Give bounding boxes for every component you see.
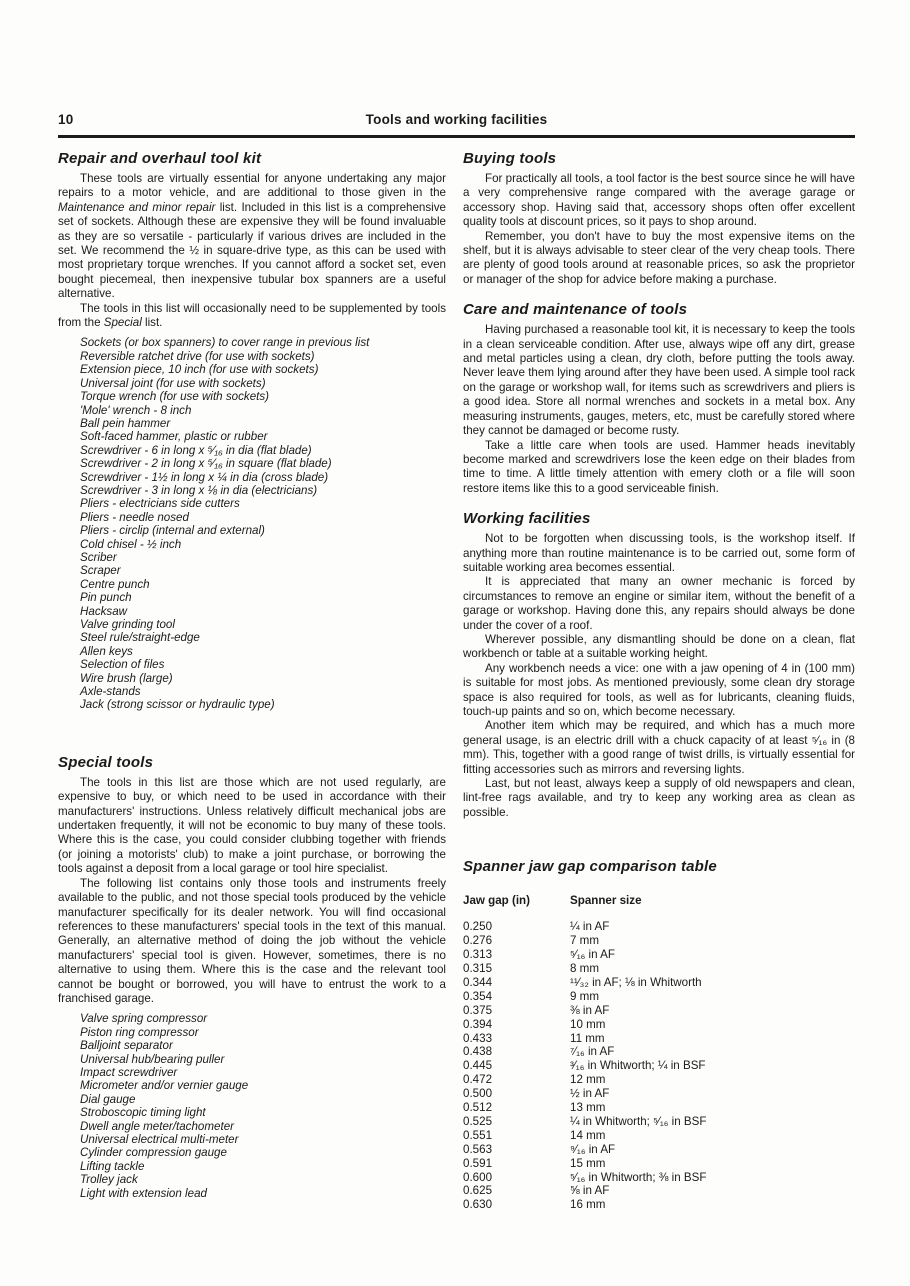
column-header-spanner-size: Spanner size [570,894,642,908]
table-row [463,1129,855,1143]
jaw-gap-value: 0.600 [463,1170,493,1184]
tool-list-item: Soft-faced hammer, plastic or rubber [80,430,268,444]
jaw-gap-value: 0.500 [463,1087,493,1101]
jaw-gap-value: 0.250 [463,920,493,934]
tool-list-item: Stroboscopic timing light [80,1106,206,1120]
two-column-body [58,150,855,1212]
special-paragraph-1: The tools in this list are those which are not used regularly, are expensive to buy, or which need to be used in accordance with their manufacturers' instructions. Unless relatively difficult mechanical jobs are undertaken frequently, it will not be economic to buy many of these tools. Where this is the case, you could consider clubbing together with friends (or joining a motorists' club) to make a joint purchase, or borrowing the tools against a deposit from a local garage or tool hire specialist. [58,775,446,876]
table-row [463,920,855,934]
tool-list-item: Trolley jack [80,1173,138,1187]
jaw-gap-value: 0.591 [463,1156,493,1170]
table-body [463,920,855,1212]
jaw-gap-value: 0.344 [463,975,493,989]
spanner-jaw-gap-table [463,892,855,1212]
buying-paragraph-1: For practically all tools, a tool factor is the best source since he will have a very comprehensive range compared with the average garage or accessory shop. Having said that, accessory shops often offer excellent quality tools at discount prices, so it pays to shop around. [463,172,855,229]
page-number: 10 [58,112,74,127]
jaw-gap-value: 0.438 [463,1045,493,1059]
tool-list-item: Selection of files [80,658,165,672]
tool-list-item: Ball pein hammer [80,416,171,430]
working-paragraph-4: Any workbench needs a vice: one with a jaw opening of 4 in (100 mm) is suitable for most jobs. As mentioned previously, some clean dry storage space is also required for tools, as well as for lubricants, cleaning fluids, touch-up paints and so on, which become necessary. [463,661,855,718]
tool-list-item: Cold chisel - ½ inch [80,537,182,551]
jaw-gap-value: 0.313 [463,948,493,962]
table-row [463,934,855,948]
jaw-gap-value: 0.563 [463,1142,493,1156]
table-row [463,1018,855,1032]
spanner-size-value: ⅜ in AF [570,1003,610,1017]
tool-list-item: Valve spring compressor [80,1012,208,1026]
repair-tool-list [58,336,446,711]
tool-list-item: Balljoint separator [80,1039,173,1053]
jaw-gap-value: 0.472 [463,1073,493,1087]
jaw-gap-value: 0.394 [463,1017,493,1031]
table-header-row [463,892,855,909]
tool-list-item: Allen keys [80,644,133,658]
tool-list-item: Dwell angle meter/tachometer [80,1119,235,1133]
spanner-size-value: ⁵⁄₁₆ in Whitworth; ⅜ in BSF [570,1170,707,1184]
table-row [463,1184,855,1198]
spanner-size-value: 14 mm [570,1128,606,1142]
spanner-size-value: 7 mm [570,934,599,948]
tool-list-item: Impact screwdriver [80,1065,178,1079]
tool-list-item: Centre punch [80,577,150,591]
table-row [463,1115,855,1129]
working-paragraph-6: Last, but not least, always keep a supply of old newspapers and clean, lint-free rags available, and try to keep any working area as clean as possible. [463,777,855,819]
tool-list-item: Cylinder compression gauge [80,1146,227,1160]
jaw-gap-value: 0.525 [463,1114,493,1128]
tool-list-item: Scraper [80,564,121,578]
tool-list-item: 'Mole' wrench - 8 inch [80,403,192,417]
tool-list-item: Reversible ratchet drive (for use with sockets) [80,349,315,363]
tool-list-item: Universal hub/bearing puller [80,1052,225,1066]
working-paragraph-1: Not to be forgotten when discussing tools, is the workshop itself. If anything more than routine maintenance is to be carried out, some form of suitable working area becomes essential. [463,532,855,574]
jaw-gap-value: 0.276 [463,934,493,948]
section-heading-special-tools: Special tools [58,753,154,771]
column-header-jaw-gap: Jaw gap (in) [463,894,530,908]
care-paragraph-1: Having purchased a reasonable tool kit, it is necessary to keep the tools in a clean serviceable condition. After use, always wipe off any dirt, grease and metal particles using a clean, dry cloth, before putting the tools away. Never leave them lying around after they have been used. A simple tool rack on the garage or workshop wall, for items such as screwdrivers and pliers is a good idea. Store all normal wrenches and sockets in a metal box. Any measuring instruments, gauges, meters, etc, must be carefully stored where they cannot be damaged or become rusty. [463,323,855,438]
spanner-size-value: ³⁄₁₆ in Whitworth; ¼ in BSF [570,1059,706,1073]
tool-list-item: Piston ring compressor [80,1025,199,1039]
spanner-size-value: ⁷⁄₁₆ in AF [570,1045,615,1059]
tool-list-item: Dial gauge [80,1092,136,1106]
section-heading-repair-kit: Repair and overhaul tool kit [58,150,262,167]
jaw-gap-value: 0.354 [463,989,493,1003]
section-heading-care-maintenance: Care and maintenance of tools [463,301,688,319]
table-row [463,990,855,1004]
jaw-gap-value: 0.625 [463,1184,493,1198]
table-row [463,1157,855,1171]
table-row [463,1059,855,1073]
section-heading-working-facilities: Working facilities [463,510,591,528]
table-row [463,1198,855,1212]
table-row [463,1073,855,1087]
table-row [463,948,855,962]
tool-list-item: Light with extension lead [80,1186,207,1200]
tool-list-item: Pliers - circlip (internal and external) [80,524,265,538]
page-title: Tools and working facilities [365,112,548,127]
right-column [463,150,855,1212]
spanner-size-value: 9 mm [570,989,599,1003]
table-row [463,1143,855,1157]
spanner-size-value: 12 mm [570,1073,606,1087]
jaw-gap-value: 0.315 [463,961,493,975]
spanner-size-value: ¹¹⁄₃₂ in AF; ⅛ in Whitworth [570,975,702,989]
special-tool-list [58,1012,446,1200]
spanner-size-value: ⅝ in AF [570,1184,610,1198]
spanner-size-value: ¼ in Whitworth; ⁵⁄₁₆ in BSF [570,1114,707,1128]
tool-list-item: Lifting tackle [80,1159,145,1173]
jaw-gap-value: 0.551 [463,1128,493,1142]
tool-list-item: Universal joint (for use with sockets) [80,376,266,390]
spanner-size-value: 10 mm [570,1017,606,1031]
spanner-size-value: ¼ in AF [570,920,610,934]
spanner-size-value: ⁵⁄₁₆ in AF [570,948,615,962]
spanner-size-value: 13 mm [570,1101,606,1115]
table-row [463,1004,855,1018]
tool-list-item: Screwdriver - 3 in long x ⅛ in dia (electricians) [80,483,318,497]
repair-paragraph-2: The tools in this list will occasionally need to be supplemented by tools from the Special list. [58,301,446,330]
spanner-size-value: ½ in AF [570,1087,610,1101]
page-header [58,112,855,131]
jaw-gap-value: 0.512 [463,1101,493,1115]
tool-list-item: Wire brush (large) [80,671,173,685]
spanner-size-value: ⁹⁄₁₆ in AF [570,1142,616,1156]
left-column [58,150,446,1200]
tool-list-item: Axle-stands [80,685,141,699]
section-heading-spanner-table: Spanner jaw gap comparison table [463,858,717,876]
tool-list-item: Scriber [80,550,117,564]
tool-list-item: Extension piece, 10 inch (for use with sockets) [80,363,319,377]
tool-list-item: Pliers - needle nosed [80,510,189,524]
jaw-gap-value: 0.445 [463,1059,493,1073]
table-row [463,1045,855,1059]
tool-list-item: Torque wrench (for use with sockets) [80,390,270,404]
header-rule [58,135,855,138]
tool-list-item: Jack (strong scissor or hydraulic type) [80,698,275,712]
tool-list-item: Micrometer and/or vernier gauge [80,1079,249,1093]
tool-list-item: Screwdriver - 1½ in long x ¼ in dia (cross blade) [80,470,329,484]
jaw-gap-value: 0.630 [463,1198,493,1212]
care-paragraph-2: Take a little care when tools are used. Hammer heads inevitably become marked and screwdrivers lose the keen edge on their blades from time to time. A little timely attention with emery cloth or a file will soon restore items like this to a good serviceable finish. [463,438,855,495]
spanner-size-value: 8 mm [570,961,599,975]
tool-list-item: Hacksaw [80,604,128,618]
table-row [463,976,855,990]
jaw-gap-value: 0.433 [463,1031,493,1045]
table-row [463,1087,855,1101]
tool-list-item: Steel rule/straight-edge [80,631,200,645]
spanner-size-value: 15 mm [570,1156,606,1170]
spanner-size-value: 16 mm [570,1198,606,1212]
section-heading-buying-tools: Buying tools [463,150,557,167]
tool-list-item: Screwdriver - 6 in long x ⁵⁄₁₆ in dia (flat blade) [80,443,312,457]
tool-list-item: Screwdriver - 2 in long x ⁵⁄₁₆ in square (flat blade) [80,457,332,471]
jaw-gap-value: 0.375 [463,1003,493,1017]
tool-list-item: Pliers - electricians side cutters [80,497,240,511]
buying-paragraph-2: Remember, you don't have to buy the most expensive items on the shelf, but it is always advisable to steer clear of the very cheap tools. There are plenty of good tools around at reasonable prices, so ask the proprietor or manager of the shop for advice before making a purchase. [463,229,855,286]
working-paragraph-2: It is appreciated that many an owner mechanic is forced by circumstances to remove an engine or similar item, without the benefit of a garage or workshop. Having done this, any repairs should always be done under the cover of a roof. [463,575,855,632]
spanner-size-value: 11 mm [570,1031,605,1045]
table-row [463,1101,855,1115]
table-row [463,962,855,976]
special-paragraph-2: The following list contains only those tools and instruments freely available to the public, and not those special tools produced by the vehicle manufacturer specifically for its dealer network. You will find occasional references to these manufacturers' special tools in the text of this manual. Generally, an alternative method of doing the job without the vehicle manufacturers' special tool is given. However, sometimes, there is no alternative to using them. Where this is the case and the relevant tool cannot be bought or borrowed, you will have to entrust the work to a franchised garage. [58,876,446,1005]
tool-list-item: Universal electrical multi-meter [80,1133,239,1146]
tool-list-item: Pin punch [80,591,132,605]
table-row [463,1032,855,1046]
tool-list-item: Sockets (or box spanners) to cover range in previous list [80,336,370,350]
working-paragraph-3: Wherever possible, any dismantling should be done on a clean, flat workbench or table at a suitable working height. [463,632,855,661]
repair-paragraph-1: These tools are virtually essential for anyone undertaking any major repairs to a motor vehicle, and are additional to those given in the Maintenance and minor repair list. Included in this list is a comprehensive set of sockets. Although these are expensive they will be found invaluable as they are so versatile - particularly if various drives are included in the set. We recommend the ½ in square-drive type, as this can be used with most proprietary torque wrenches. If you cannot afford a socket set, even bought piecemeal, then inexpensive tubular box spanners are a useful alternative. [58,172,447,301]
tool-list-item: Valve grinding tool [80,618,175,631]
working-paragraph-5: Another item which may be required, and which has a much more general usage, is an electric drill with a chuck capacity of at least ⁵⁄₁₆ in (8 mm). This, together with a good range of twist drills, is virtually essential for fitting accessories such as mirrors and reversing lights. [463,719,855,776]
table-row [463,1171,855,1185]
